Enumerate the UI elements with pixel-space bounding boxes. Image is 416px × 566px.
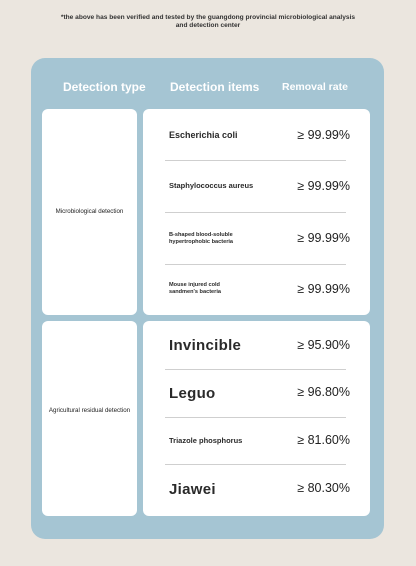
item-name: Jiawei [169, 481, 216, 498]
category-label: Agricultural residual detection [48, 407, 131, 414]
item-name: Mouse injured cold sandmen's bacteria [169, 282, 222, 295]
category-card-agricultural [42, 321, 137, 516]
category-label: Microbiological detection [55, 208, 124, 215]
table-row [143, 418, 370, 465]
table-row [143, 465, 370, 516]
item-rate: ≥ 80.30% [297, 481, 350, 495]
header-detection-items: Detection items [170, 80, 260, 94]
item-rate: ≥ 96.80% [297, 385, 350, 399]
item-name: B-shaped blood-soluble hypertrophobic bacteria [169, 232, 234, 245]
item-rate: ≥ 81.60% [297, 433, 350, 447]
item-rate: ≥ 95.90% [297, 338, 350, 352]
table-row [143, 321, 370, 369]
header-detection-type: Detection type [63, 80, 146, 94]
items-card-agricultural [143, 321, 370, 516]
item-name: Leguo [169, 385, 216, 402]
header-removal-rate: Removal rate [282, 81, 348, 93]
item-name: Invincible [169, 337, 242, 354]
item-name: Escherichia coli [169, 130, 238, 140]
item-name: Triazole phosphorus [169, 436, 243, 445]
item-name: Staphylococcus aureus [169, 181, 254, 190]
category-card-microbiological [42, 109, 137, 315]
table-row [143, 109, 370, 160]
verification-note: *the above has been verified and tested by the guangdong provincial microbiological analysis and detection center [60, 14, 356, 29]
item-rate: ≥ 99.99% [297, 128, 350, 142]
table-row [143, 213, 370, 264]
item-rate: ≥ 99.99% [297, 179, 350, 193]
items-card-microbiological [143, 109, 370, 315]
table-row [143, 370, 370, 417]
table-row [143, 161, 370, 212]
table-row [143, 265, 370, 315]
item-rate: ≥ 99.99% [297, 231, 350, 245]
item-rate: ≥ 99.99% [297, 282, 350, 296]
